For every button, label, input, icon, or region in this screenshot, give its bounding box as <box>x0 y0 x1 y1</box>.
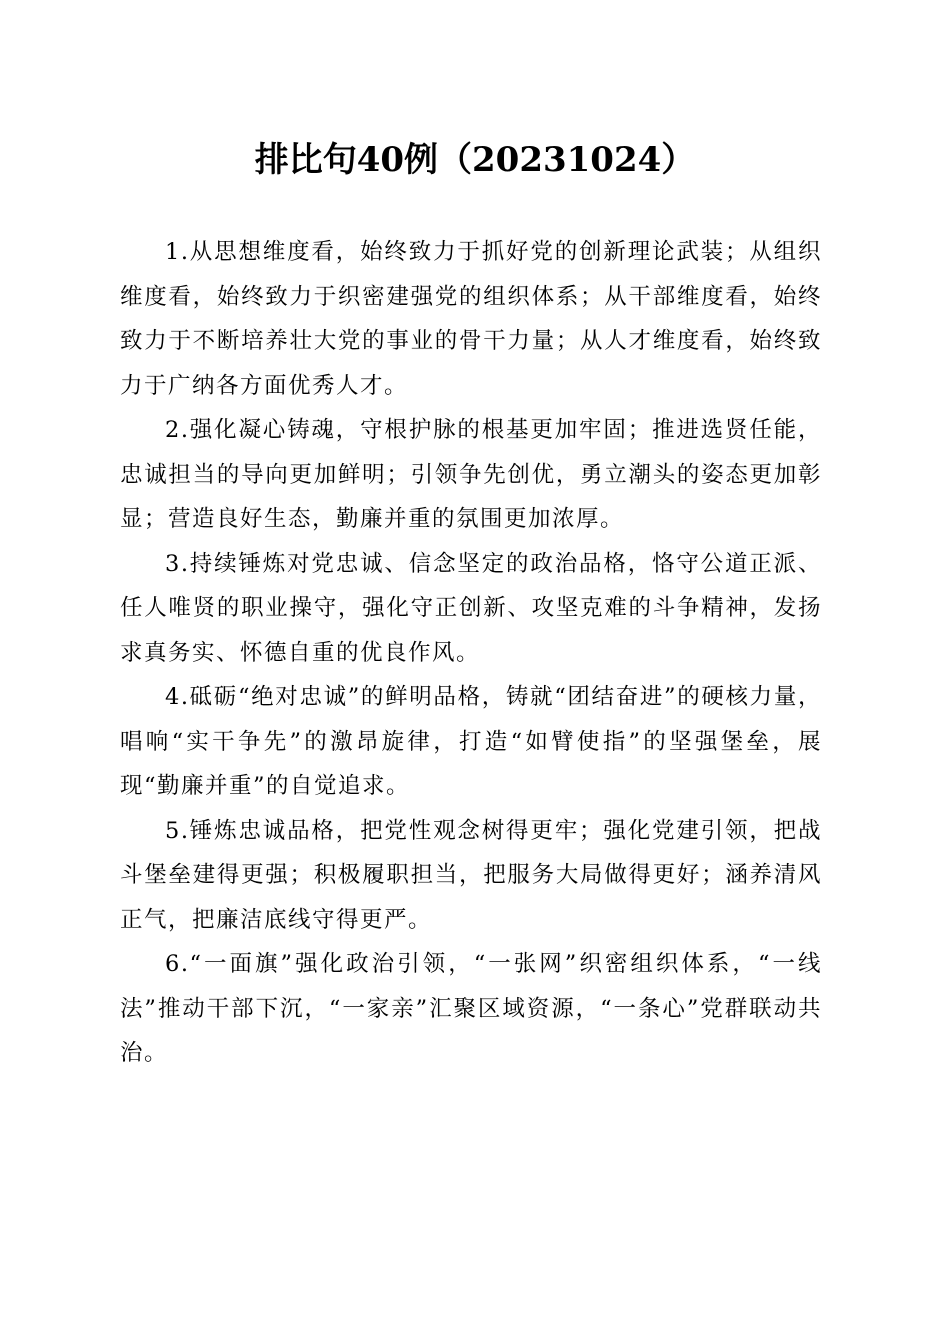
paragraph-4: 4.砥砺“绝对忠诚”的鲜明品格，铸就“团结奋进”的硬核力量，唱响“实干争先”的激昂旋律，打造“如臂使指”的坚强堡垒，展现“勤廉并重”的自觉追求。 <box>120 684 822 799</box>
paragraph-3: 3.持续锤炼对党忠诚、信念坚定的政治品格，恪守公道正派、任人唯贤的职业操守，强化守正创新、攻坚克难的斗争精神，发扬求真务实、怀德自重的优良作风。 <box>120 550 822 666</box>
document-title: 排比句40例（20231024） <box>254 140 696 180</box>
document-body <box>120 230 822 1076</box>
paragraph-2: 2.强化凝心铸魂，守根护脉的根基更加牢固；推进选贤任能，忠诚担当的导向更加鲜明；引领争先创优，勇立潮头的姿态更加彰显；营造良好生态，勤廉并重的氛围更加浓厚。 <box>120 417 822 532</box>
paragraph-1: 1.从思想维度看，始终致力于抓好党的创新理论武装；从组织维度看，始终致力于织密建强党的组织体系；从干部维度看，始终致力于不断培养壮大党的事业的骨干力量；从人才维度看，始终致力于广纳各方面优秀人才。 <box>120 239 822 399</box>
paragraph-5: 5.锤炼忠诚品格，把党性观念树得更牢；强化党建引领，把战斗堡垒建得更强；积极履职担当，把服务大局做得更好；涵养清风正气，把廉洁底线守得更严。 <box>120 817 822 933</box>
paragraph-6: 6.“一面旗”强化政治引领，“一张网”织密组织体系，“一线法”推动干部下沉，“一家亲”汇聚区域资源，“一条心”党群联动共治。 <box>120 951 822 1066</box>
